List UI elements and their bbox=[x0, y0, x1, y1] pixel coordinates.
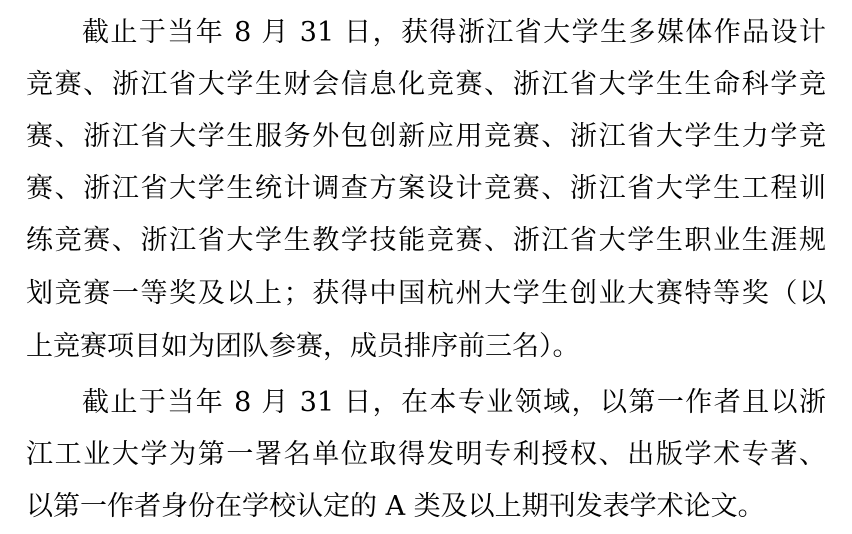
paragraph-line: 截止于当年 8 月 31 日，获得浙江省大学生多媒体作品设计 bbox=[82, 17, 826, 48]
paragraph-line: 上竞赛项目如为团队参赛，成员排序前三名）。 bbox=[26, 331, 580, 362]
paragraph-line: 竞赛、浙江省大学生财会信息化竞赛、浙江省大学生生命科学竞 bbox=[26, 69, 826, 100]
paragraph-line: 练竞赛、浙江省大学生教学技能竞赛、浙江省大学生职业生涯规 bbox=[26, 225, 826, 256]
paragraph-line: 截止于当年 8 月 31 日，在本专业领域，以第一作者且以浙 bbox=[82, 387, 826, 418]
paragraph-line: 江工业大学为第一署名单位取得发明专利授权、出版学术专著、 bbox=[26, 439, 826, 470]
paragraph-line: 划竞赛一等奖及以上；获得中国杭州大学生创业大赛特等奖（以 bbox=[26, 278, 826, 309]
paragraph-line: 以第一作者身份在学校认定的 A 类及以上期刊发表学术论文。 bbox=[26, 491, 765, 522]
paragraph-line: 赛、浙江省大学生服务外包创新应用竞赛、浙江省大学生力学竞 bbox=[26, 121, 826, 152]
paragraph-line: 赛、浙江省大学生统计调查方案设计竞赛、浙江省大学生工程训 bbox=[26, 173, 826, 204]
